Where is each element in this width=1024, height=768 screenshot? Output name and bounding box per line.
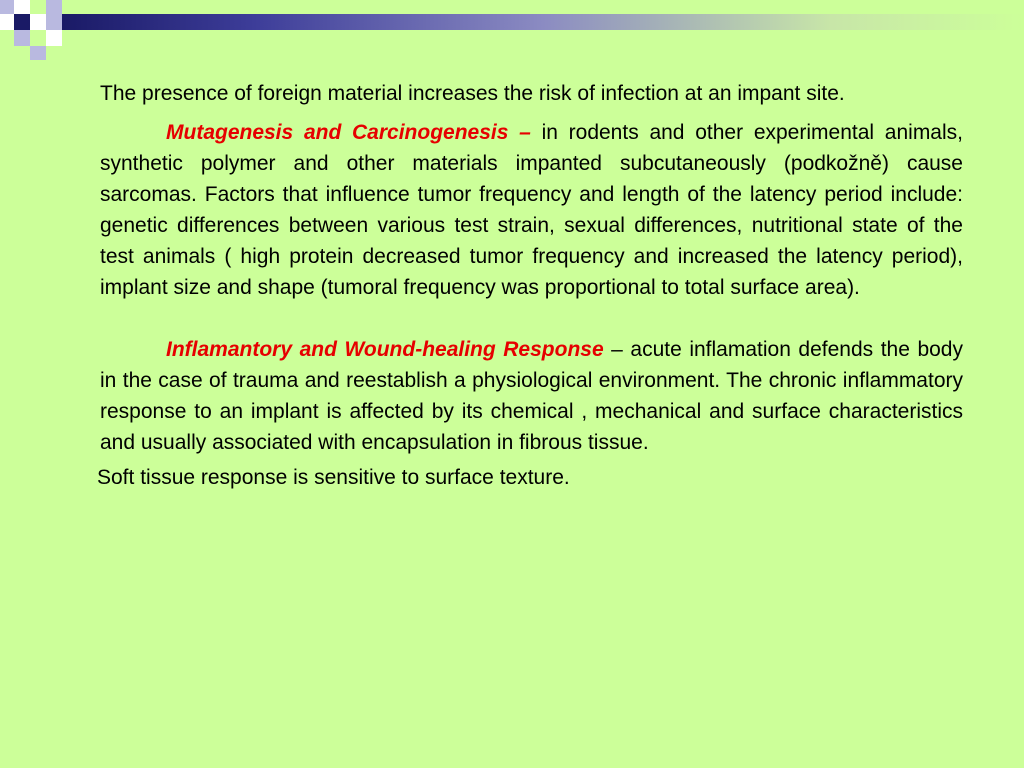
intro-paragraph: The presence of foreign material increases the risk of infection at an impant site. bbox=[100, 82, 845, 105]
inflammatory-body: – acute inflamation defends the body in the case of trauma and reestablish a physiological environment. The chronic inflammatory response to an implant is affected by its chemical , mechanical and surface characteristics and usually associated with encapsulation in fibrous tissue. bbox=[100, 338, 963, 454]
decor-square bbox=[46, 0, 62, 14]
decor-square bbox=[46, 14, 62, 30]
mutagenesis-body: in rodents and other experimental animals, synthetic polymer and other materials impanted subcutaneously (podkožně) cause sarcomas. Factors that influence tumor frequency and length of the latency period include: genetic differences between various test strain, sexual differences, nutritional state of the test animals ( high protein decreased tumor frequency and increased the latency period), implant size and shape (tumoral frequency was proportional to total surface area). bbox=[100, 121, 963, 299]
inflammatory-paragraph bbox=[100, 334, 963, 458]
decor-square bbox=[14, 0, 30, 14]
decor-square bbox=[30, 14, 46, 30]
header-decoration bbox=[0, 0, 1024, 60]
decor-square bbox=[30, 46, 46, 60]
mutagenesis-term: Mutagenesis and Carcinogenesis – bbox=[166, 121, 531, 144]
closing-paragraph: Soft tissue response is sensitive to surface texture. bbox=[97, 466, 570, 489]
decor-square bbox=[14, 30, 30, 46]
paragraph-spacer bbox=[100, 303, 963, 334]
decor-square bbox=[46, 30, 62, 46]
inflammatory-term: Inflamantory and Wound-healing Response bbox=[166, 338, 604, 361]
decor-square bbox=[14, 14, 30, 30]
header-gradient-bar bbox=[62, 14, 1024, 30]
decor-square bbox=[0, 14, 14, 30]
mutagenesis-paragraph bbox=[100, 117, 963, 303]
decor-square bbox=[0, 0, 14, 14]
slide-body bbox=[97, 78, 963, 493]
